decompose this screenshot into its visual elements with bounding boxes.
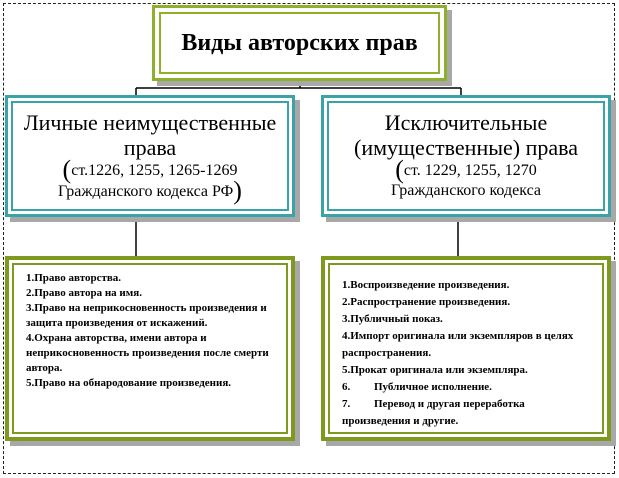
list-item: 3.Публичный показ.: [342, 313, 443, 325]
exclusive-rights-articles: ст. 1229, 1255, 1270: [403, 162, 537, 179]
list-item: [342, 379, 594, 396]
personal-rights-reference: (ст.1226, 1255, 1265-1269: [62, 155, 238, 184]
list-item: [342, 396, 594, 430]
personal-rights-articles: ст.1226, 1255, 1265-1269: [71, 162, 238, 179]
exclusive-rights-heading: Исключительные (имущественные) права: [354, 110, 578, 160]
personal-rights-code: Гражданского кодекса РФ: [58, 183, 234, 200]
title-box: [152, 5, 447, 81]
personal-rights-box: Личные неимущественные права (ст.1226, 1255, 1265-1269 Гражданского кодекса РФ): [5, 95, 295, 217]
list-item: 2.Право автора на имя.: [26, 287, 142, 299]
personal-rights-list-box: [5, 256, 295, 441]
list-item-number: 7.: [342, 398, 351, 410]
list-item: 1.Право авторства.: [26, 272, 122, 284]
list-item: 5.Прокат оригинала или экземпляра.: [342, 364, 528, 376]
list-item-text: Публичное исполнение.: [374, 381, 492, 393]
exclusive-rights-code: Гражданского кодекса: [391, 182, 541, 199]
list-item: 4.Охрана авторства, имени автора и неприкосновенность произведения после смерти автора.: [26, 332, 269, 374]
exclusive-rights-box: [321, 95, 611, 217]
list-item: 1.Воспроизведение произведения.: [342, 279, 510, 291]
list-item: 4.Импорт оригинала или экземпляров в целях распространения.: [342, 330, 574, 359]
list-item-text: Перевод и другая переработка произведения и другие.: [342, 398, 525, 427]
list-item: 2.Распространение произведения.: [342, 296, 511, 308]
exclusive-rights-reference: (ст. 1229, 1255, 1270: [395, 155, 537, 184]
list-item-number: 6.: [342, 381, 351, 393]
personal-rights-heading: Личные неимущественные права: [23, 110, 277, 160]
title-text: Виды авторских прав: [159, 12, 440, 74]
list-item: 5.Право на обнародование произведения.: [26, 377, 232, 389]
list-item: 3.Право на неприкосновенность произведения и защита произведения от искажений.: [26, 302, 267, 329]
exclusive-rights-list-box: [321, 256, 611, 441]
